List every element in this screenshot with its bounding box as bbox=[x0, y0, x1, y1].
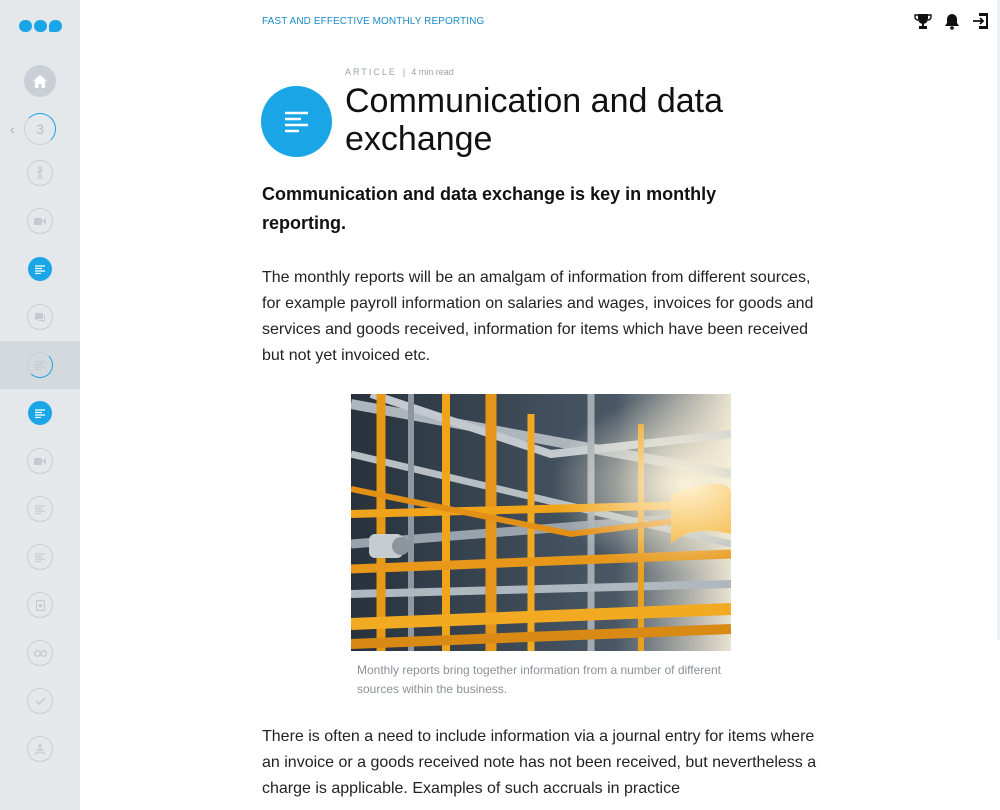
sidebar-item-article-3[interactable] bbox=[0, 485, 80, 533]
sidebar-item-article-current[interactable] bbox=[0, 341, 80, 389]
home-icon bbox=[24, 65, 56, 97]
article-current-icon bbox=[27, 352, 53, 378]
person-icon bbox=[27, 160, 53, 186]
article-paragraph: There is often a need to include information via a journal entry for items where an invoice or a goods received note has not been received, but nevertheless a charge is applicable. Examples of such accruals in practice bbox=[262, 728, 817, 797]
chat-icon bbox=[27, 304, 53, 330]
sidebar-item-article-2[interactable] bbox=[0, 389, 80, 437]
image-caption: Monthly reports bring together information from a number of different sources within the business. bbox=[357, 663, 721, 696]
article-meta bbox=[345, 67, 454, 77]
article-done-icon bbox=[28, 257, 52, 281]
sidebar-item-article-1[interactable] bbox=[0, 245, 80, 293]
sidebar-item-video-2[interactable] bbox=[0, 437, 80, 485]
top-toolbar bbox=[914, 12, 990, 30]
sidebar-item-article-4[interactable] bbox=[0, 533, 80, 581]
chevron-left-icon[interactable]: ‹ bbox=[10, 121, 15, 137]
article-icon bbox=[27, 544, 53, 570]
app-logo[interactable] bbox=[19, 20, 62, 32]
article-lead: Communication and data exchange is key in monthly reporting. bbox=[262, 184, 717, 233]
logout-icon[interactable] bbox=[972, 12, 990, 30]
trophy-icon[interactable] bbox=[914, 13, 932, 30]
sidebar-item-document[interactable] bbox=[0, 581, 80, 629]
article-title: Communication and data exchange bbox=[345, 82, 724, 158]
sidebar-item-explore[interactable] bbox=[0, 629, 80, 677]
sidebar-item-exercise[interactable] bbox=[0, 149, 80, 197]
checkmark-icon bbox=[27, 688, 53, 714]
course-title[interactable]: FAST AND EFFECTIVE MONTHLY REPORTING bbox=[262, 16, 485, 27]
video-icon bbox=[27, 208, 53, 234]
sidebar-home[interactable] bbox=[0, 57, 80, 105]
meditation-icon bbox=[27, 736, 53, 762]
progress-step-icon: 3 bbox=[24, 113, 56, 145]
sidebar-item-discussion[interactable] bbox=[0, 293, 80, 341]
meta-separator: | bbox=[402, 67, 406, 77]
article-type-icon bbox=[261, 86, 332, 157]
sidebar-progress-step[interactable] bbox=[0, 105, 80, 153]
sidebar-item-video-1[interactable] bbox=[0, 197, 80, 245]
binoculars-icon bbox=[27, 640, 53, 666]
sidebar-item-check[interactable] bbox=[0, 677, 80, 725]
article-image-industrial-pipes bbox=[351, 394, 731, 651]
sidebar bbox=[0, 0, 80, 810]
bell-icon[interactable] bbox=[944, 13, 960, 30]
article-paragraph: The monthly reports will be an amalgam of information from different sources, for example payroll information on salaries and wages, invoices for goods and services and goods received, information for items which have been received but not yet invoiced etc. bbox=[262, 269, 814, 364]
video-icon bbox=[27, 448, 53, 474]
article-done-icon bbox=[28, 401, 52, 425]
sidebar-item-reflection[interactable] bbox=[0, 725, 80, 773]
article-type-label: ARTICLE bbox=[345, 67, 397, 77]
document-icon bbox=[27, 592, 53, 618]
article-icon bbox=[27, 496, 53, 522]
read-time: 4 min read bbox=[411, 67, 454, 77]
